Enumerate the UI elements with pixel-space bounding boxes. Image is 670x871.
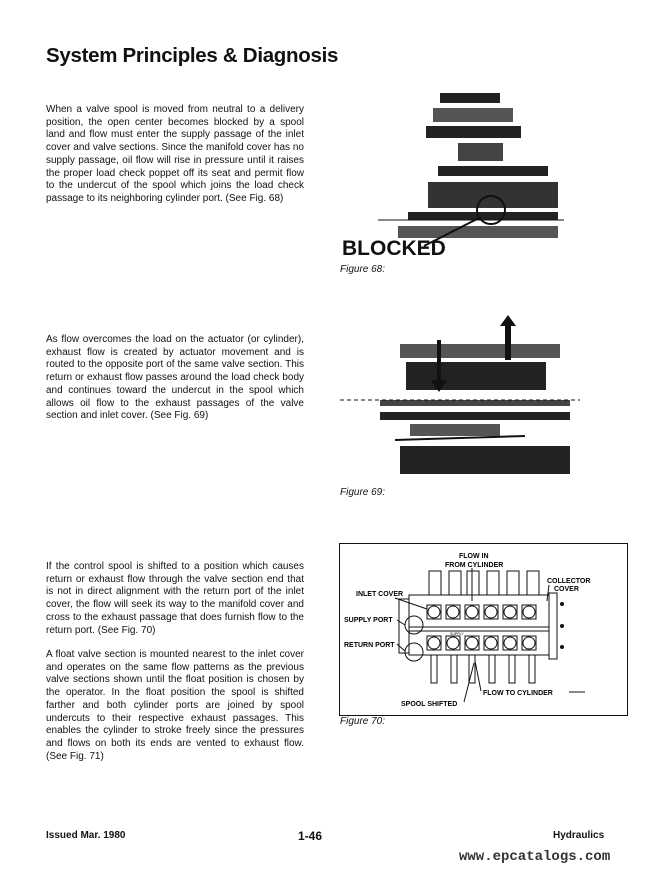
- footer-issued-date: Issued Mar. 1980: [46, 830, 126, 841]
- label-supply-port: SUPPLY PORT: [344, 617, 393, 624]
- paragraph-delivery-position: When a valve spool is moved from neutral to a delivery position, the open center becomes blocked by a spool land and flow must enter the supply passage of the inlet cover and valve sections. Since the manifold cover has no supply passage, oil flow will rise in pressure until it raises the proper load check poppet off its seat and permit flow to the undercut of the spool which joins the load check passage to its neighboring cylinder port. (See Fig. 68): [46, 104, 304, 204]
- paragraph-exhaust-flow: As flow overcomes the load on the actuator (or cylinder), exhaust flow is created by actuator movement and is routed to the opposite port of the same valve section. This return or exhaust flow passes around the load check body and continues toward the undercut in the spool which allows oil flow to the exhaust passages of the valve section and inlet cover. (See Fig. 69): [46, 334, 304, 422]
- figure-69-image: [340, 312, 580, 490]
- label-from-cylinder: FROM CYLINDER: [445, 562, 504, 569]
- label-cover: COVER: [554, 586, 579, 593]
- footer-section: Hydraulics: [553, 830, 605, 841]
- label-inlet-cover: INLET COVER: [356, 591, 404, 598]
- figure-69-caption: Figure 69:: [340, 487, 386, 498]
- label-flow-in: FLOW IN: [459, 553, 489, 560]
- figure-70-diagram: [339, 543, 628, 716]
- watermark-text: www.epcatalogs.com: [459, 849, 611, 865]
- label-return-port: RETURN PORT: [344, 642, 395, 649]
- label-collector: COLLECTOR: [547, 578, 591, 585]
- footer-page-number: 1-46: [298, 829, 323, 843]
- figure-70-caption: Figure 70:: [340, 716, 386, 727]
- paragraph-return-flow: If the control spool is shifted to a position which causes return or exhaust flow through the valve section end that is not in direct alignment with the return port of the inlet cover, the flow will seek its way to the manifold cover and cross to the exhaust passage that does furnish flow to the return port. (See Fig. 70): [46, 561, 304, 636]
- paragraph-float-section: A float valve section is mounted nearest to the inlet cover and operates on the same flow patterns as the previous valve sections shown until the float position is chosen by the operator. In the float position the spool is shifted farther and both cylinder ports are joined by spool undercuts to their respective exhaust passages. This enables the cylinder to stroke freely since the pressures and flows on both its ends are vented to exhaust flow. (See Fig. 71): [46, 649, 304, 762]
- blocked-label: BLOCKED: [342, 237, 446, 260]
- figure-68-image: [338, 88, 564, 263]
- figure-68-caption: Figure 68:: [340, 264, 386, 275]
- label-supply-small: SUPPLY: [450, 632, 464, 636]
- label-spool-shifted: SPOOL SHIFTED: [401, 701, 458, 708]
- label-flow-to-cylinder: FLOW TO CYLINDER: [483, 690, 553, 697]
- page-title: System Principles & Diagnosis: [46, 44, 339, 67]
